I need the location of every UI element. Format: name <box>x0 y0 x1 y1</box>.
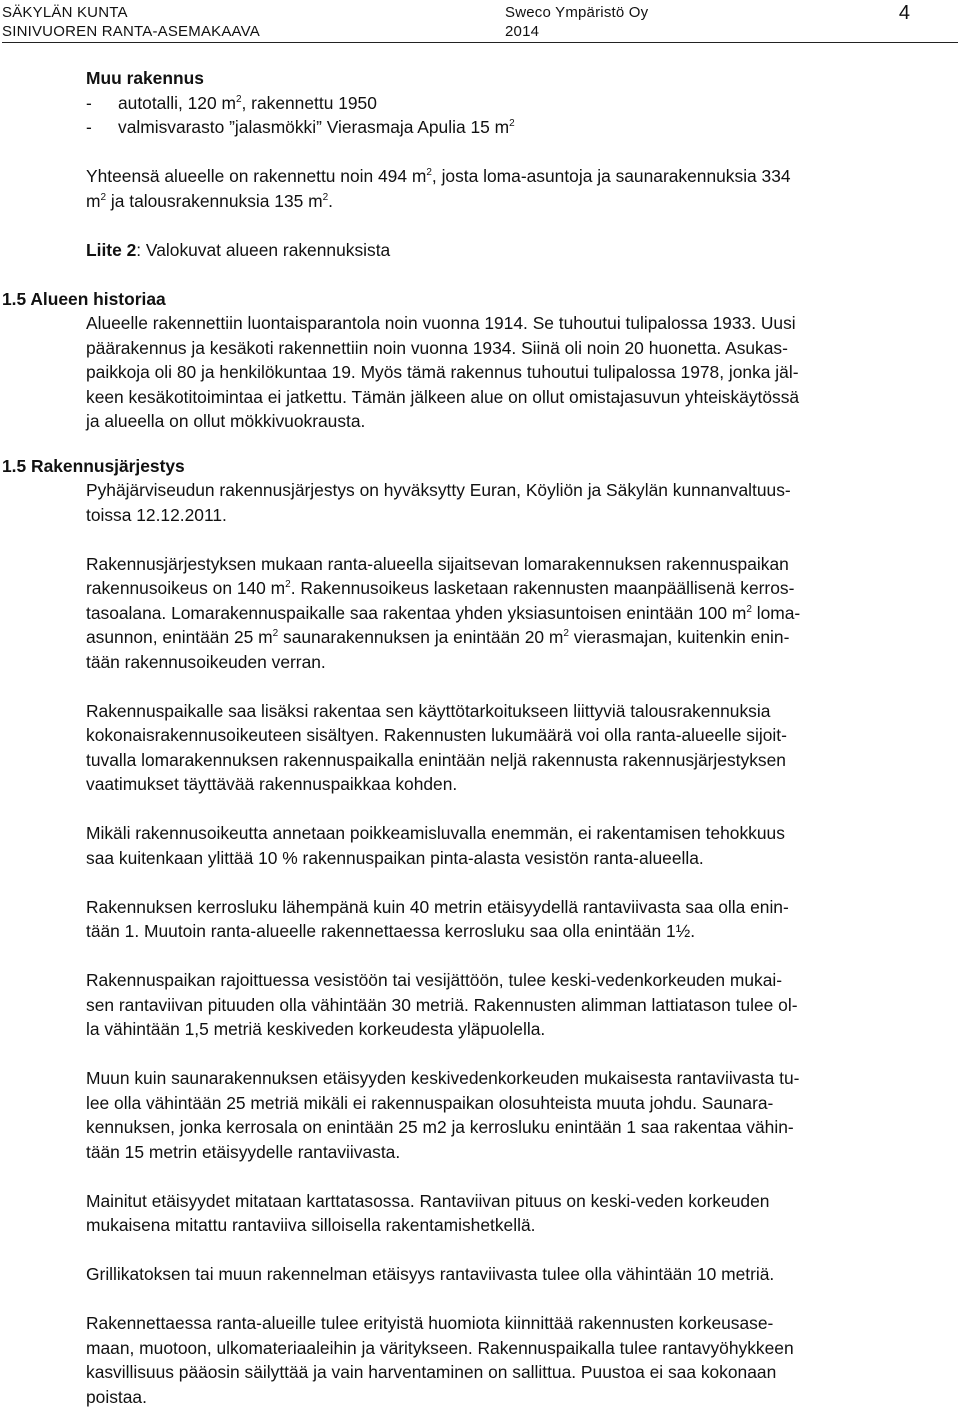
page-body <box>2 66 956 1409</box>
attachment-text: : Valokuvat alueen rakennuksista <box>136 239 391 260</box>
list-dash: - <box>86 117 92 137</box>
attachment-reference <box>86 238 956 263</box>
document-year: 2014 <box>505 23 540 40</box>
header-left <box>2 3 260 41</box>
summary-paragraph: Yhteensä alueelle on rakennettu noin 494 $m^2$, josta loma-asuntoja ja saunarakennuksia 334 $m^2$ ja talousrakennuksia 135 $m^2$. <box>86 166 791 211</box>
list-item-text: autotalli, 120 $m^2$, rakennettu 1950 <box>118 92 377 113</box>
regulation-paragraph: Rakennuksen kerrosluku lähempänä kuin 40 metrin etäisyydellä rantaviivasta saa olla enin- tään 1. Muutoin ranta-alueelle rakennettaessa kerrosluku saa olla enintään 1½. <box>86 896 789 941</box>
regulation-paragraph: Muun kuin saunarakennuksen etäisyyden keskivedenkorkeuden mukaisesta rantaviivasta tu- lee olla vähintään 25 metriä mikäli ei rakennuspaikan olosuhteista muuta johdu. Saunara- kennuksen, jonka kerrosala on enintään 25 m2 ja kerrosluku enintään 1 saa rakentaa vähin- tään 15 metrin etäisyydelle rantaviivasta. <box>86 1068 800 1162</box>
history-paragraph: Alueelle rakennettiin luontaisparantola noin vuonna 1914. Se tuhoutui tulipalossa 1933. Uusi päärakennus ja kesäkoti rakennettiin noin vuonna 1934. Siinä oli noin 20 huonetta. Asukas- paikkoja oli 80 ja henkilökuntaa 19. Myös tämä rakennus tuhoutui tulipalossa 1978, jonka jäl- keen kesäkotitoimintaa ei jatkettu. Tämän jälkeen alue on ollut omistajasuvun yhteiskäytössä ja alueella on ollut mökkivuokrausta. <box>86 313 800 431</box>
list-item-text: valmisvarasto ”jalasmökki” Vierasmaja Apulia 15 $m^2$ <box>118 117 515 137</box>
header-divider <box>2 42 958 43</box>
regulation-paragraph: Rakennuspaikalle saa lisäksi rakentaa sen käyttötarkoitukseen liittyviä talousrakennuksia kokonaisrakennusoikeuteen sisältyen. Rakennusten lukumäärä voi olla ranta-alueelle sijoit- tuvalla lomarakennuksen rakennuspaikalla enintään neljä rakennusta rakennusjärjestyksen vaatimukset täyttävää rakennuspaikkaa kohden. <box>86 700 787 794</box>
plan-name: SINIVUOREN RANTA-ASEMAKAAVA <box>2 23 260 40</box>
section-heading-muu-rakennus: Muu rakennus <box>86 68 204 88</box>
section-heading-history: 1.5 Alueen historiaa <box>2 288 166 309</box>
section-heading-regulation: 1.5 Rakennusjärjestys <box>2 455 185 476</box>
list-item <box>86 115 956 140</box>
company-name: Sweco Ympäristö Oy <box>505 4 649 21</box>
municipality-name: SÄKYLÄN KUNTA <box>2 4 128 21</box>
regulation-paragraph: Rakennettaessa ranta-alueille tulee erityistä huomiota kiinnittää rakennusten korkeusase- maan, muotoon, ulkomateriaaleihin ja väritykseen. Rakennuspaikalla tulee rantavyöhykkeen kasvillisuus pääosin säilyttää ja vain harventaminen on sallittua. Puustoa ei saa kokonaan poistaa. <box>86 1313 794 1407</box>
attachment-label: Liite 2 <box>86 239 137 260</box>
regulation-paragraph: Mikäli rakennusoikeutta annetaan poikkeamisluvalla enemmän, ei rakentamisen tehokkuus saa kuitenkaan ylittää 10 % rakennuspaikan pinta-alasta vesistön ranta-alueella. <box>86 823 785 868</box>
regulation-paragraph: Grillikatoksen tai muun rakennelman etäisyys rantaviivasta tulee olla vähintään 10 metriä. <box>86 1264 775 1284</box>
header-middle <box>505 3 648 41</box>
page-number: 4 <box>898 2 910 24</box>
regulation-paragraph: Mainitut etäisyydet mitataan karttatasossa. Rantaviivan pituus on keski-veden korkeuden mukaisena mitattu rantaviiva silloisella rakentamishetkellä. <box>86 1190 770 1235</box>
list-dash: - <box>86 92 92 113</box>
regulation-intro: Pyhäjärviseudun rakennusjärjestys on hyväksytty Euran, Köyliön ja Säkylän kunnanvaltuus- toissa 12.12.2011. <box>86 480 791 525</box>
list-item <box>86 91 956 116</box>
regulation-paragraph: Rakennusjärjestyksen mukaan ranta-alueella sijaitsevan lomarakennuksen rakennuspaikan rakennusoikeus on 140 $m^2$. Rakennusoikeus lasketaan rakennusten maanpäällisenä kerros- tasoalana. Lomarakennuspaikalle saa rakentaa yhden yksiasuntoisen enintään 100 $m^2$ loma- asunnon, enintään 25 $m^2$ saunarakennuksen ja enintään 20 $m^2$ vierasmajan, kuitenkin enin- tään rakennusoikeuden verran. <box>86 553 801 672</box>
regulation-paragraph: Rakennuspaikan rajoittuessa vesistöön tai vesijättöön, tulee keski-vedenkorkeuden mukai- sen rantaviivan pituuden olla vähintään 30 metriä. Rakennusten alimman lattiatason tulee ol- la vähintään 1,5 metriä keskiveden korkeudesta yläpuolella. <box>86 970 798 1039</box>
